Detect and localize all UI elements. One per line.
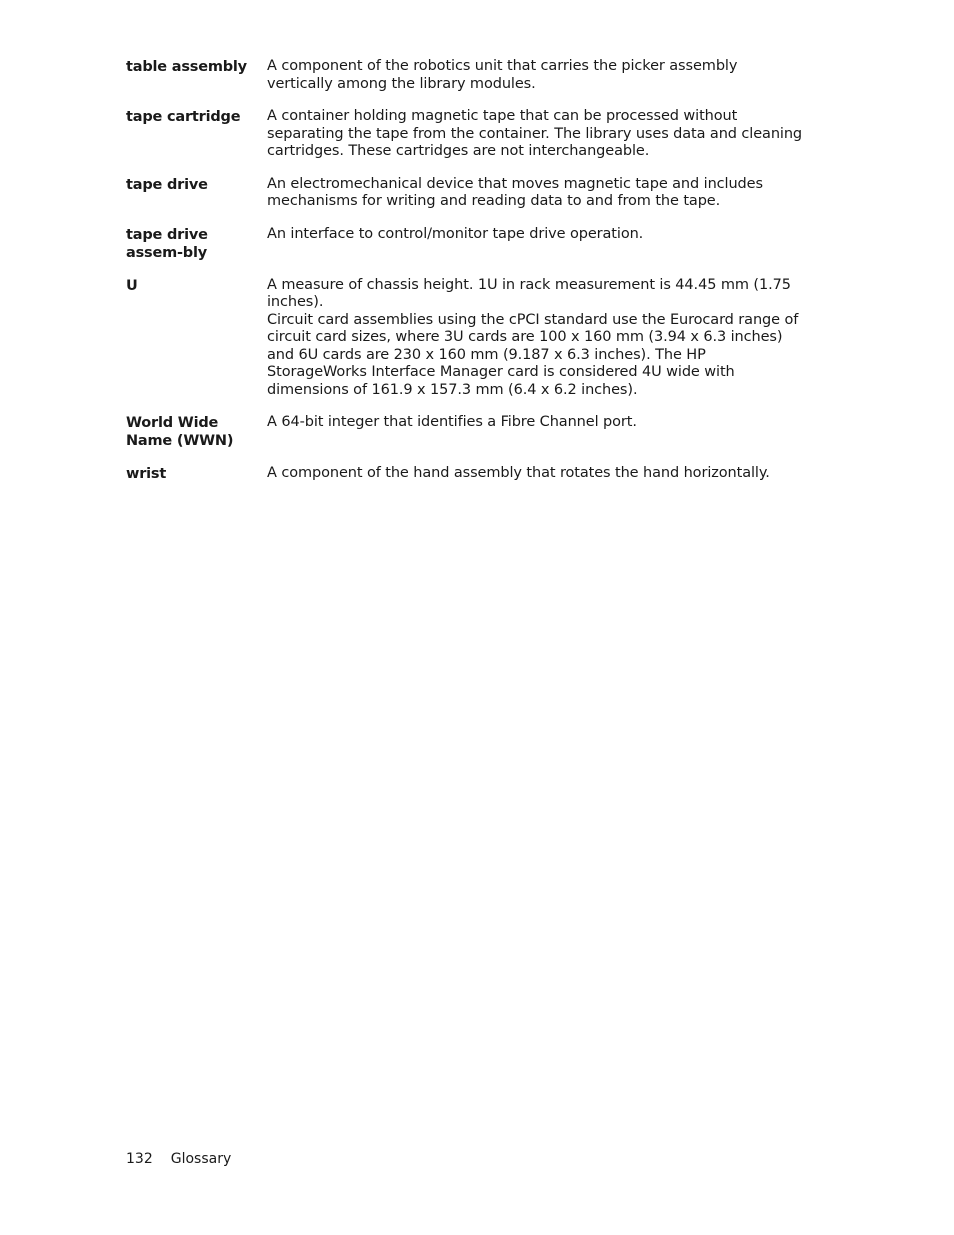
definition-paragraph: A 64-bit integer that identifies a Fibre Channel port. [267, 414, 637, 430]
glossary-term: tape drive assem-bly [126, 226, 208, 261]
glossary-entry-u [126, 277, 806, 400]
glossary-entry-tape-drive [126, 176, 806, 211]
glossary-term: wrist [126, 466, 167, 482]
page-footer [126, 1150, 231, 1168]
definition-paragraph: A measure of chassis height. 1U in rack measurement is 44.45 mm (1.75 inches). [267, 276, 791, 310]
definition-paragraph: Circuit card assemblies using the cPCI standard use the Eurocard range of circuit card sizes, where 3U cards are 100 x 160 mm (3.94 x 6.3 inches) and 6U cards are 230 x 160 mm (9.187 x 6.3 inches). The HP StorageWorks Interface Manager card is considered 4U wide with dimensions of 161.9 x 157.3 mm (6.4 x 6.2 inches). [267, 311, 799, 398]
glossary-entry-world-wide-name [126, 414, 806, 450]
glossary-term: tape cartridge [126, 109, 241, 125]
glossary-term: World Wide Name (WWN) [126, 415, 234, 449]
glossary-entry-tape-drive-assembly [126, 226, 806, 262]
glossary-definition [267, 176, 806, 211]
glossary-definition [267, 414, 806, 450]
glossary-term: tape drive [126, 176, 208, 193]
definition-paragraph: An interface to control/monitor tape drive operation. [267, 225, 644, 242]
glossary-definition [267, 465, 806, 483]
definition-paragraph: A container holding magnetic tape that can be processed without separating the tape from the container. The library uses data and cleaning cartridges. These cartridges are not interchangeable. [267, 108, 803, 159]
glossary-entry-table-assembly [126, 58, 806, 93]
glossary-definition [267, 108, 806, 161]
glossary-definition [267, 226, 806, 262]
glossary-definition [267, 58, 806, 93]
section-name: Glossary [170, 1151, 232, 1167]
glossary-entry-tape-cartridge [126, 108, 806, 161]
definition-paragraph: A component of the robotics unit that carries the picker assembly vertically among the library modules. [267, 58, 738, 92]
glossary-term: U [126, 277, 138, 294]
glossary-term: table assembly [126, 59, 247, 75]
glossary-entry-wrist [126, 465, 806, 483]
page-number: 132 [126, 1151, 153, 1167]
definition-paragraph: A component of the hand assembly that rotates the hand horizontally. [267, 465, 770, 481]
definition-paragraph: An electromechanical device that moves magnetic tape and includes mechanisms for writing and reading data to and from the tape. [267, 175, 763, 209]
glossary-definition [267, 277, 806, 400]
glossary-list [126, 58, 806, 498]
